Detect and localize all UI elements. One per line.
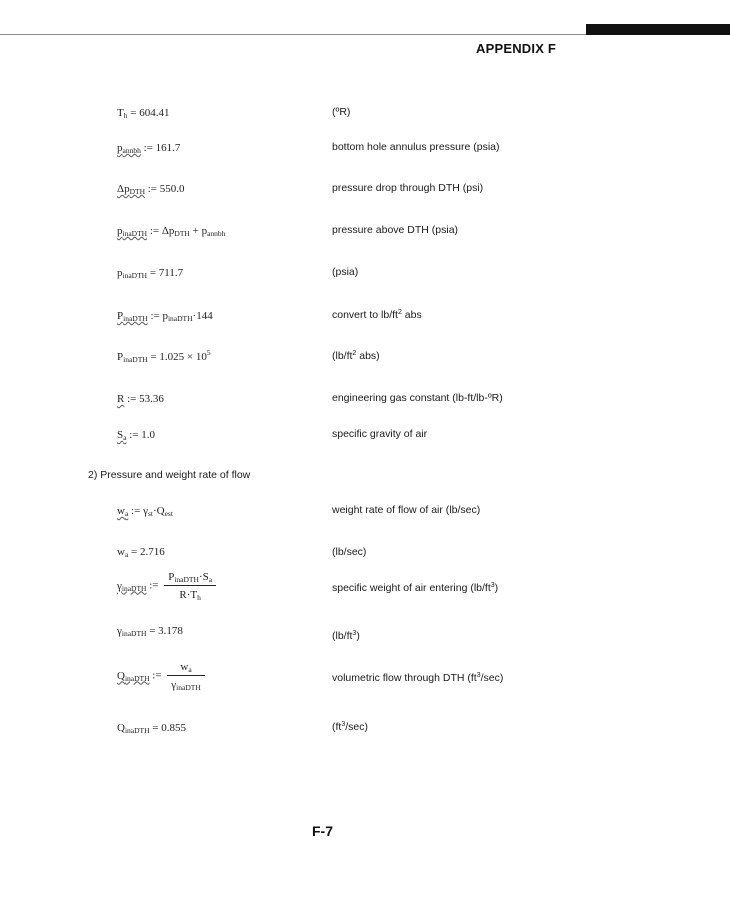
equation-specific-gravity: $S_a$ := 1.0 bbox=[117, 429, 155, 442]
desc-volumetric-flow: volumetric flow through DTH $(ft^3/\sec)$ bbox=[332, 672, 504, 684]
fraction-volumetric-flow: $\frac{w_a}{\gamma_{inaDTH}}$ bbox=[167, 661, 204, 691]
desc-weight-rate-result: (lb/sec) bbox=[332, 546, 367, 558]
result-pressure-above: $p_{inaDTH} = 711.7$ bbox=[117, 267, 184, 280]
appendix-title: APPENDIX F bbox=[476, 41, 557, 56]
desc-specific-weight-result: $(lb/ft^3)$ bbox=[332, 630, 360, 642]
equation-weight-rate: $w_a$ := $\gamma_{st}\cdot Q_{est}$ bbox=[117, 505, 173, 518]
desc-pressure-drop: pressure drop through DTH (psi) bbox=[332, 182, 484, 194]
equation-temperature: $T_h = 604.41$ bbox=[117, 107, 170, 120]
desc-convert-pressure-result: ($lb/ft^2$ abs) bbox=[332, 350, 380, 362]
result-weight-rate: $w_a = 2.716$ bbox=[117, 546, 165, 559]
header-rule bbox=[0, 34, 588, 35]
desc-temperature: (ºR) bbox=[332, 106, 351, 118]
page-number: F-7 bbox=[312, 823, 333, 839]
desc-convert-pressure: convert to $lb/ft^2$ abs bbox=[332, 309, 422, 321]
equation-pressure-above: $p_{inaDTH}$ := $\Delta p_{DTH} + p_{annbh}$ bbox=[117, 225, 226, 238]
header-bar bbox=[586, 24, 730, 35]
desc-specific-gravity: specific gravity of air bbox=[332, 428, 428, 440]
equation-gas-constant: R := 53.36 bbox=[117, 393, 164, 405]
section-heading: 2) Pressure and weight rate of flow bbox=[88, 469, 251, 481]
equation-convert-pressure: $P_{inaDTH}$ := $p_{inaDTH}\cdot 144$ bbox=[117, 310, 213, 323]
result-specific-weight: $\gamma_{inaDTH} = 3.178$ bbox=[117, 625, 183, 638]
desc-weight-rate: weight rate of flow of air (lb/sec) bbox=[332, 504, 481, 516]
equation-pressure-drop: $\Delta p_{DTH}$ := 550.0 bbox=[117, 183, 185, 196]
fraction-specific-weight: $\frac{P_{inaDTH}\cdot S_a}{R\cdot T_h}$ bbox=[164, 571, 216, 601]
desc-volumetric-flow-result: $(ft^3/\sec)$ bbox=[332, 721, 369, 733]
result-convert-pressure: $P_{inaDTH} = 1.025 \times 10^5$ bbox=[117, 348, 211, 364]
desc-pressure-above-result: (psia) bbox=[332, 266, 359, 278]
equation-specific-weight: $\gamma_{inaDTH}$ := $\frac{P_{inaDTH}\cdot S_a}{R\cdot T_h}$ bbox=[117, 571, 216, 601]
desc-gas-constant: engineering gas constant (lb-ft/lb-ºR) bbox=[332, 392, 503, 404]
desc-annulus-pressure: bottom hole annulus pressure (psia) bbox=[332, 141, 500, 153]
equation-volumetric-flow: $Q_{inaDTH}$ := $\frac{w_a}{\gamma_{inaDTH}}$ bbox=[117, 661, 205, 691]
result-volumetric-flow: $Q_{inaDTH} = 0.855$ bbox=[117, 722, 186, 735]
equation-annulus-pressure: $p_{annbh}$ := 161.7 bbox=[117, 142, 181, 155]
desc-specific-weight: specific weight of air entering $(lb/ft^3)$ bbox=[332, 582, 499, 594]
desc-pressure-above: pressure above DTH (psia) bbox=[332, 224, 459, 236]
